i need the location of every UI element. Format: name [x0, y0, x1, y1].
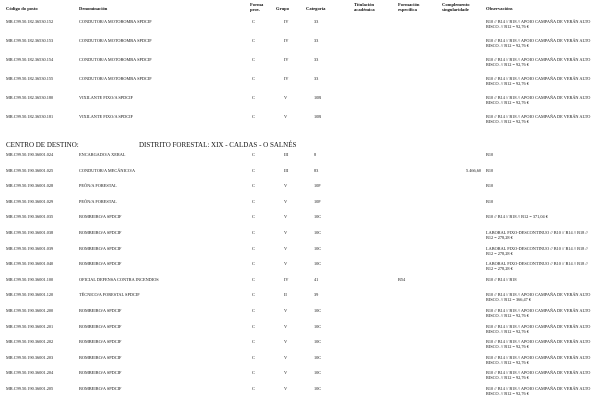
row-categoria: 10C [314, 214, 322, 220]
row-denominacion: CONDUTOR/A MOTOBOMBA SPDCIF [79, 19, 152, 24]
row-code: MR.C99.50.190.36001.029 [6, 198, 54, 204]
row-categoria: 10C [314, 370, 322, 376]
row-denominacion: VIXILANTE FIXO/A SPDCIF [79, 95, 133, 100]
row-grupo: V [284, 214, 288, 220]
row-denominacion: BOMBEIRO/A SPDCIF [79, 354, 122, 360]
row-forma: C [252, 114, 255, 119]
row-forma: C [252, 198, 255, 204]
row-forma: C [252, 19, 255, 24]
row-grupo: V [284, 261, 288, 267]
row-denominacion: BOMBEIRO/A SPDCIF [79, 339, 122, 345]
row-categoria: 10B [314, 114, 322, 119]
row-forma: C [252, 38, 255, 43]
row-forma: C [252, 308, 255, 313]
row-forma: C [252, 245, 255, 251]
row-denominacion: PEÓN/A FORESTAL [79, 183, 117, 189]
row-denominacion: PEÓN/A FORESTAL [79, 198, 117, 204]
row-grupo: V [284, 339, 288, 345]
row-forma: C [252, 214, 255, 220]
row-grupo: IV [284, 38, 289, 43]
row-grupo: III [284, 167, 289, 173]
row-grupo: IV [284, 57, 289, 62]
row-categoria: 33 [314, 38, 319, 43]
row-grupo: V [284, 183, 288, 189]
row-observacions: B10 // B14 // B18 // APOIO CAMPAÑA DE VERÁN ALTO RISCO. // B12 = 92,76 € [486, 354, 591, 365]
row-code: MR.C99.50.190.36001.025 [6, 167, 54, 173]
row-code: MR.C99.50.190.36001.038 [6, 230, 54, 235]
header-titulacion: Titulación académica [354, 2, 375, 13]
row-grupo: V [284, 245, 288, 251]
row-categoria: 33 [314, 19, 319, 24]
row-code: MR.C99.50.190.36001.040 [6, 261, 54, 267]
row-forma: C [252, 339, 255, 345]
row-code: MR.C99.50.182.36530.180 [6, 95, 54, 100]
row-denominacion: BOMBEIRO/A SPDCIF [79, 214, 122, 220]
row-categoria: 10C [314, 386, 322, 391]
row-denominacion: OFICIAL DEFENSA CONTRA INCENDIOS [79, 276, 159, 282]
row-observacions: LABORAL FIXO-DESCONTINUO // B10 // B14 // B18 // B12 = 278,28 € [486, 230, 588, 240]
row-denominacion: BOMBEIRO/A SPDCIF [79, 386, 122, 391]
row-forma: C [252, 230, 255, 235]
section-name: DISTRITO FORESTAL: XIX - CALDAS - O SALNÉS [139, 141, 297, 149]
header-observacions: Observacións [486, 6, 513, 11]
row-forma: C [252, 261, 255, 267]
row-denominacion: BOMBEIRO/A SPDCIF [79, 261, 122, 267]
row-observacions: LABORAL FIXO-DESCONTINUO // B10 // B14 // B18 // B12 = 278,28 € [486, 245, 588, 256]
row-categoria: 10B [314, 95, 322, 100]
row-denominacion: BOMBEIRO/A SPDCIF [79, 245, 122, 251]
header-forma: Forma prov. [250, 2, 264, 13]
row-grupo: V [284, 323, 288, 329]
row-observacions: B10 // B14 // B18 // APOIO CAMPAÑA DE VERÁN ALTO RISCO. // B12 = 92,76 € [486, 323, 591, 334]
row-forma: C [252, 57, 255, 62]
row-forma: C [252, 183, 255, 189]
row-denominacion: CONDUTOR/A MOTOBOMBA SPDCIF [79, 38, 152, 43]
row-grupo: IV [284, 276, 289, 282]
row-observacions: B10 [486, 183, 494, 189]
header-grupo: Grupo [276, 6, 290, 11]
row-categoria: 10C [314, 245, 322, 251]
row-observacions: B10 // B14 // B18 // APOIO CAMPAÑA DE VERÁN ALTO RISCO. // B12 = 366,47 € [486, 292, 591, 303]
row-grupo: V [284, 95, 288, 100]
row-code: MR.C99.50.190.36001.100 [6, 276, 54, 282]
row-denominacion: CONDUTOR/A MOTOBOMBA SPDCIF [79, 76, 152, 81]
row-observacions: B10 // B14 // B18 // APOIO CAMPAÑA DE VERÁN ALTO RISCO. // B12 = 92,76 € [486, 38, 591, 48]
row-observacions: B10 // B14 // B18 // APOIO CAMPAÑA DE VERÁN ALTO RISCO. // B12 = 92,76 € [486, 95, 591, 105]
row-categoria: 33 [314, 57, 319, 62]
row-forma: C [252, 95, 255, 100]
row-forma: C [252, 323, 255, 329]
row-complemento: 5.466,60 [466, 167, 482, 173]
row-denominacion: VIXILANTE FIXO/A SPDCIF [79, 114, 133, 119]
row-observacions: B10 // B14 // B18 // APOIO CAMPAÑA DE VERÁN ALTO RISCO. // B12 = 92,76 € [486, 76, 591, 86]
row-categoria: 10C [314, 339, 322, 345]
row-code: MR.C99.50.190.36001.203 [6, 354, 54, 360]
row-grupo: V [284, 114, 288, 119]
row-formacion: B54 [398, 276, 406, 282]
row-code: MR.C99.50.190.36001.028 [6, 183, 54, 189]
row-categoria: 10C [314, 230, 322, 235]
header-complemento: Complemento singularidade [442, 2, 470, 13]
row-grupo: III [284, 152, 289, 157]
row-categoria: 10C [314, 308, 322, 313]
row-observacions: B10 // B14 // B18 // APOIO CAMPAÑA DE VERÁN ALTO RISCO. // B12 = 92,76 € [486, 308, 591, 318]
row-categoria: 10C [314, 261, 322, 267]
row-observacions: B10 [486, 198, 494, 204]
row-grupo: IV [284, 76, 289, 81]
row-grupo: V [284, 354, 288, 360]
row-observacions: B10 // B14 // B18 // APOIO CAMPAÑA DE VERÁN ALTO RISCO. // B12 = 92,76 € [486, 57, 591, 67]
row-denominacion: BOMBEIRO/A SPDCIF [79, 323, 122, 329]
row-denominacion: BOMBEIRO/A SPDCIF [79, 308, 122, 313]
row-forma: C [252, 76, 255, 81]
row-grupo: V [284, 198, 288, 204]
header-denominacion: Denominación [79, 6, 108, 11]
row-grupo: IV [284, 19, 289, 24]
row-forma: C [252, 386, 255, 391]
row-denominacion: TÉCNICO/A FORESTAL SPDCIF [79, 292, 140, 298]
row-code: MR.C99.50.190.36001.201 [6, 323, 54, 329]
row-forma: C [252, 354, 255, 360]
header-formacion: Formación específica [398, 2, 420, 13]
row-observacions: LABORAL FIXO-DESCONTINUO // B10 // B14 // B18 // B12 = 278,28 € [486, 261, 588, 272]
row-categoria: 10F [314, 183, 321, 189]
row-categoria: 10C [314, 354, 322, 360]
row-denominacion: ENCARGADO/A XERAL [79, 152, 126, 157]
row-code: MR.C99.50.190.36001.035 [6, 214, 54, 220]
row-code: MR.C99.50.182.36530.152 [6, 19, 54, 24]
row-categoria: 10C [314, 323, 322, 329]
row-categoria: 41 [314, 276, 319, 282]
row-observacions: B10 // B14 // B18 // APOIO CAMPAÑA DE VERÁN ALTO RISCO. // B12 = 92,76 € [486, 339, 591, 350]
row-forma: C [252, 152, 255, 157]
row-categoria: 10F [314, 198, 321, 204]
section-label: CENTRO DE DESTINO: [6, 141, 79, 149]
row-grupo: V [284, 370, 288, 376]
row-grupo: V [284, 230, 288, 235]
row-categoria: 39 [314, 292, 319, 298]
row-denominacion: CONDUTOR/A MECÁNICO/A [79, 167, 136, 173]
row-observacions: B10 [486, 152, 494, 157]
header-categoria: Categoría [306, 6, 326, 11]
row-denominacion: BOMBEIRO/A SPDCIF [79, 370, 122, 376]
row-grupo: II [284, 292, 287, 298]
row-categoria: 33 [314, 76, 319, 81]
row-categoria: 83 [314, 167, 319, 173]
section-heading [0, 141, 613, 151]
row-grupo: V [284, 308, 288, 313]
row-denominacion: BOMBEIRO/A SPDCIF [79, 230, 122, 235]
row-code: MR.C99.50.190.36001.024 [6, 152, 54, 157]
row-observacions: B10 [486, 167, 494, 173]
row-code: MR.C99.50.182.36530.181 [6, 114, 54, 119]
row-code: MR.C99.50.190.36001.204 [6, 370, 54, 376]
row-observacions: B10 // B14 // B18 // APOIO CAMPAÑA DE VERÁN ALTO RISCO. // B12 = 92,76 € [486, 19, 591, 29]
row-categoria: 8 [314, 152, 317, 157]
row-observacions: B10 // B14 // B18 // B12 = 371,04 € [486, 214, 548, 220]
row-code: MR.C99.50.182.36530.155 [6, 76, 54, 81]
row-grupo: V [284, 386, 288, 391]
row-forma: C [252, 370, 255, 376]
row-code: MR.C99.50.190.36001.200 [6, 308, 54, 313]
row-code: MR.C99.50.190.36001.205 [6, 386, 54, 391]
row-denominacion: CONDUTOR/A MOTOBOMBA SPDCIF [79, 57, 152, 62]
row-code: MR.C99.50.190.36001.202 [6, 339, 54, 345]
row-forma: C [252, 292, 255, 298]
row-observacions: B10 // B14 // B18 // APOIO CAMPAÑA DE VERÁN ALTO RISCO. // B12 = 92,76 € [486, 114, 591, 124]
row-forma: C [252, 276, 255, 282]
row-observacions: B10 // B14 // B18 // APOIO CAMPAÑA DE VERÁN ALTO RISCO. // B12 = 92,76 € [486, 370, 591, 381]
header-codigo: Código do posto [6, 6, 38, 11]
row-code: MR.C99.50.182.36530.153 [6, 38, 54, 43]
row-code: MR.C99.50.190.36001.120 [6, 292, 54, 298]
row-observacions: B10 // B14 // B18 // APOIO CAMPAÑA DE VERÁN ALTO RISCO. // B12 = 92,76 € [486, 386, 591, 396]
row-observacions: B10 // B14 // B18 [486, 276, 517, 282]
row-forma: C [252, 167, 255, 173]
row-code: MR.C99.50.182.36530.154 [6, 57, 54, 62]
row-code: MR.C99.50.190.36001.039 [6, 245, 54, 251]
